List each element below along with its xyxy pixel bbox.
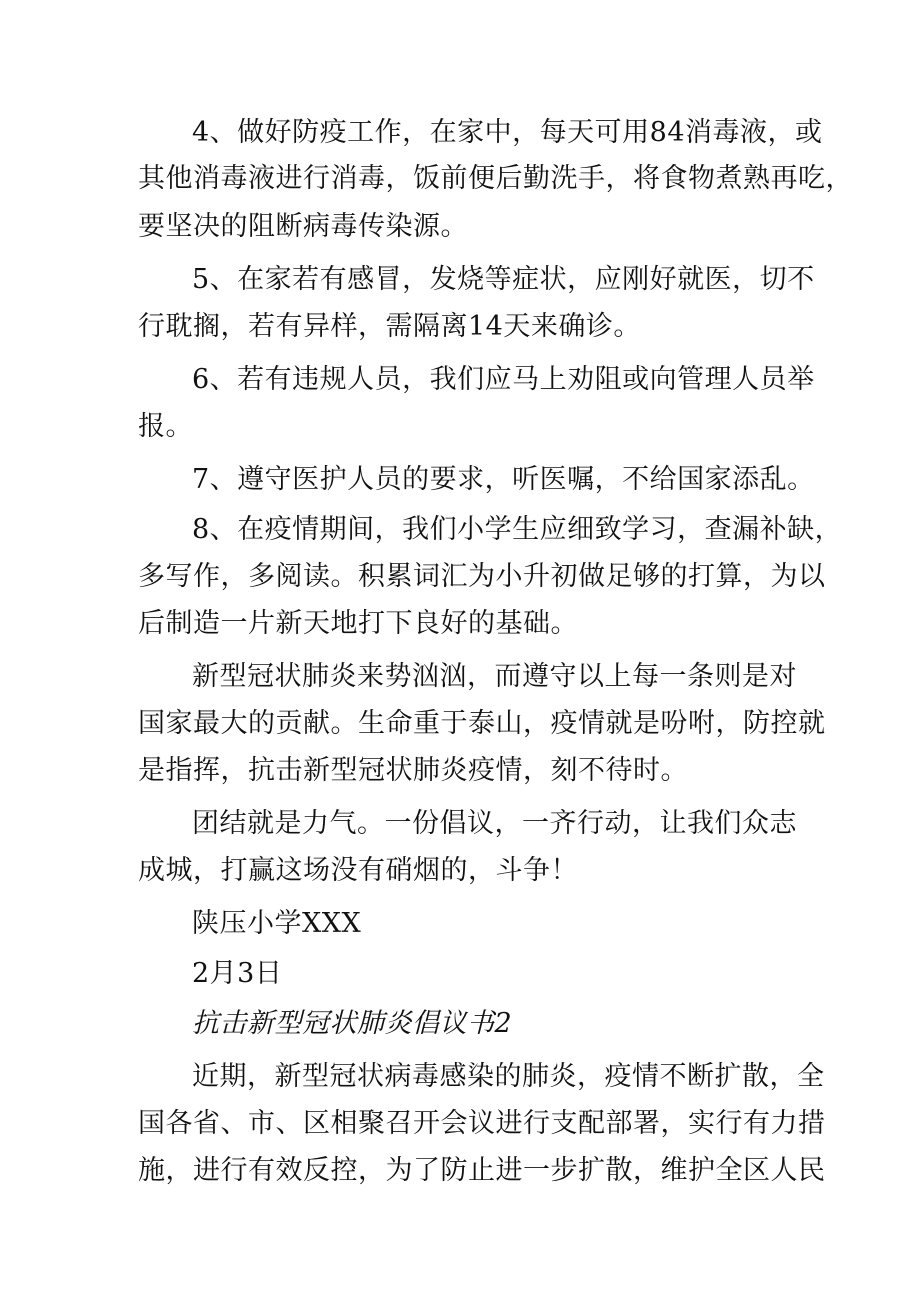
- closing-paragraph-line-2: 成城，打赢这场没有硝烟的，斗争！: [138, 855, 578, 886]
- item-4-line-1: 4、做好防疫工作，在家中，每天可用84消毒液，或: [192, 117, 823, 148]
- item-8-line-1: 8、在疫情期间，我们小学生应细致学习，查漏补缺，: [192, 514, 843, 545]
- item-5-line-1: 5、在家若有感冒，发烧等症状，应刚好就医，切不: [192, 264, 815, 295]
- item-6-line-1: 6、若有违规人员，我们应马上劝阻或向管理人员举: [192, 364, 815, 395]
- item-5-line-2: 行耽搁，若有异样，需隔离14天来确诊。: [138, 311, 641, 342]
- item-6-line-2: 报。: [138, 411, 193, 442]
- intro-paragraph-line-1: 近期，新型冠状病毒感染的肺炎，疫情不断扩散，全: [192, 1061, 825, 1092]
- section-title: 抗击新型冠状肺炎倡议书2: [192, 1008, 513, 1039]
- intro-paragraph-line-2: 国各省、市、区相聚召开会议进行支配部署，实行有力措: [138, 1108, 826, 1139]
- summary-paragraph-line-2: 国家最大的贡献。生命重于泰山，疫情就是吩咐，防控就: [138, 708, 826, 739]
- item-4-line-2: 其他消毒液进行消毒，饭前便后勤洗手，将食物煮熟再吃，: [138, 163, 853, 194]
- item-8-line-2: 多写作，多阅读。积累词汇为小升初做足够的打算，为以: [138, 561, 826, 592]
- item-4-line-3: 要坚决的阻断病毒传染源。: [138, 211, 468, 242]
- summary-paragraph-line-1: 新型冠状肺炎来势汹汹，而遵守以上每一条则是对: [192, 661, 797, 692]
- signature-school: 陕压小学XXX: [192, 908, 362, 939]
- item-8-line-3: 后制造一片新天地打下良好的基础。: [138, 608, 578, 639]
- intro-paragraph-line-3: 施，进行有效反控，为了防止进一步扩散，维护全区人民: [138, 1155, 826, 1186]
- closing-paragraph-line-1: 团结就是力气。一份倡议，一齐行动，让我们众志: [192, 808, 797, 839]
- signature-date: 2月3日: [192, 958, 283, 989]
- item-7-line-1: 7、遵守医护人员的要求，听医嘱，不给国家添乱。: [192, 464, 815, 495]
- summary-paragraph-line-3: 是指挥，抗击新型冠状肺炎疫情，刻不待时。: [138, 755, 688, 786]
